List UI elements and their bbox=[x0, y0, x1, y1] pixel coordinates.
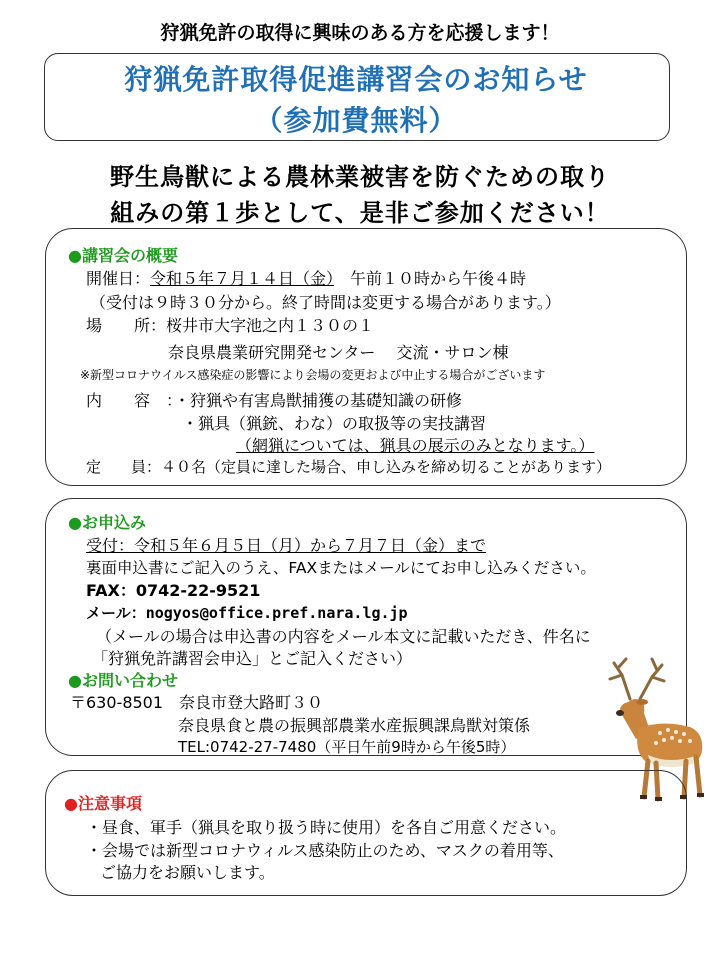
date-time: 午前１０時から午後４時 bbox=[350, 269, 527, 288]
intro-line-2: 組みの第１歩として、是非ご参加ください！ bbox=[110, 199, 610, 227]
capacity-row bbox=[86, 456, 611, 477]
content-note: （網猟については、猟具の展示のみとなります。） bbox=[236, 436, 595, 455]
page-subtitle: （参加費無料） bbox=[254, 104, 458, 137]
mail-note-1: （メールの場合は申込書の内容をメール本文に記載いただき、件名に bbox=[96, 627, 591, 646]
notes-item-1: ・昼食、軍手（猟具を取り扱う時に使用）を各自ご用意ください。 bbox=[86, 818, 567, 837]
intro-line-1: 野生鳥獣による農林業被害を防ぐための取り bbox=[110, 163, 610, 191]
deer-head bbox=[620, 702, 640, 718]
red-bullet-icon: ● bbox=[64, 794, 78, 813]
content-item-2: ・猟具（猟銃、わな）の取扱等の実技講習 bbox=[182, 414, 487, 433]
green-bullet-icon: ● bbox=[68, 246, 82, 265]
place-label: 場 所： bbox=[86, 316, 167, 335]
content-label: 内 容 ： bbox=[86, 391, 175, 410]
capacity-value: ４０名（定員に達した場合、申し込みを締め切ることがあります） bbox=[161, 458, 612, 476]
overview-heading: ●講習会の概要 bbox=[68, 246, 178, 265]
date-row bbox=[86, 266, 526, 289]
date-note: （受付は９時３０分から。終了時間は変更する場合があります。） bbox=[90, 293, 561, 312]
place-address: 桜井市大字池之内１３０の１ bbox=[166, 316, 375, 335]
green-bullet-icon: ● bbox=[68, 671, 82, 690]
deer-ear bbox=[636, 699, 648, 705]
content-row bbox=[86, 388, 462, 411]
date-value: 令和５年７月１４日（金） bbox=[150, 269, 335, 288]
notes-item-2b: ご協力をお願いします。 bbox=[100, 863, 275, 882]
application-heading: ●お申込み bbox=[68, 513, 146, 532]
content-item-1: ・狩猟や有害鳥獣捕獲の基礎知識の研修 bbox=[174, 391, 463, 410]
application-period: 受付：令和５年６月５日（月）から７月７日（金）まで bbox=[86, 536, 487, 555]
place-facility: 奈良県農業研究開発センター 交流・サロン棟 bbox=[168, 343, 509, 362]
capacity-label: 定 員： bbox=[86, 458, 162, 476]
mail-note-2: 「狩猟免許講習会申込」とご記入ください） bbox=[92, 649, 413, 668]
notes-heading: ●注意事項 bbox=[64, 794, 142, 813]
contact-tel: TEL:0742-27-7480（平日午前9時から午後5時） bbox=[178, 738, 516, 756]
contact-department: 奈良県食と農の振興部農業水産振興課鳥獣対策係 bbox=[178, 716, 531, 735]
application-method: 裏面申込書にご記入のうえ、FAXまたはメールにてお申し込みください。 bbox=[86, 559, 596, 577]
contact-address: 〒630-8501 奈良市登大路町３０ bbox=[70, 693, 324, 712]
deer-nose bbox=[616, 710, 624, 716]
green-bullet-icon: ● bbox=[68, 513, 82, 532]
top-tagline: 狩猟免許の取得に興味のある方を応援します！ bbox=[160, 22, 560, 44]
contact-heading: ●お問い合わせ bbox=[68, 671, 178, 690]
place-row bbox=[86, 313, 374, 336]
covid-note: ※新型コロナウイルス感染症の影響により会場の変更および中止する場合がございます bbox=[80, 368, 546, 382]
page-title: 狩猟免許取得促進講習会のお知らせ bbox=[124, 63, 588, 96]
application-fax: FAX：0742-22-9521 bbox=[86, 581, 261, 600]
deer-antlers bbox=[610, 659, 664, 699]
date-label: 開催日： bbox=[86, 269, 151, 288]
application-mail: メール：nogyos@office.pref.nara.lg.jp bbox=[86, 604, 408, 622]
notes-item-2a: ・会場では新型コロナウィルス感染防止のため、マスクの着用等、 bbox=[86, 841, 564, 860]
